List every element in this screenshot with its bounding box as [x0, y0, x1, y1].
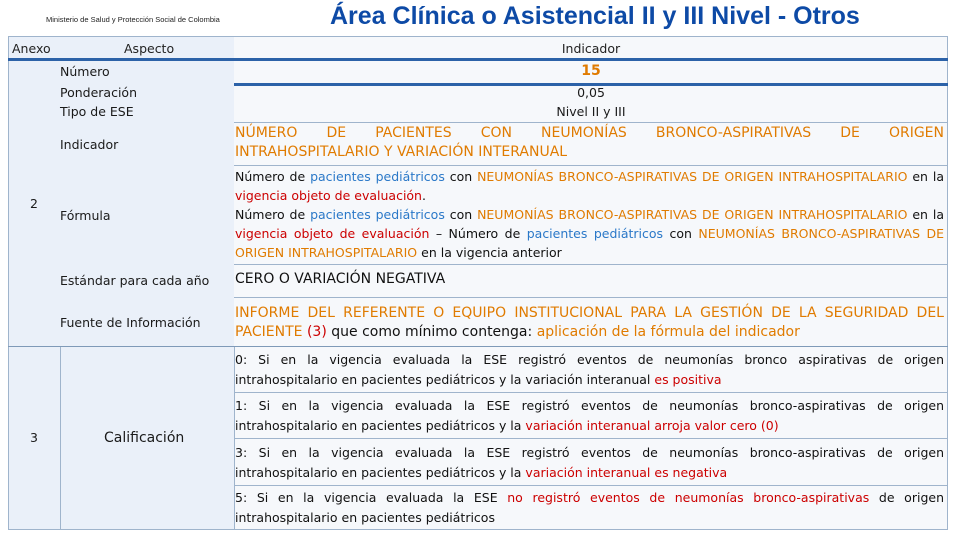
estandar-value: CERO O VARIACIÓN NEGATIVA [235, 271, 446, 287]
formula-numerator: Número de pacientes pediátricos con NEUMONÍAS BRONCO-ASPIRATIVAS DE ORIGEN INTRAHOSPITALARIO en la vigencia objeto de evaluación. [235, 169, 945, 203]
column-header-anexo: Anexo [12, 41, 51, 56]
column-header-aspecto: Aspecto [124, 41, 175, 56]
formula-text [235, 167, 944, 262]
label-calificacion: Calificación [104, 430, 185, 446]
column-header-indicador: Indicador [561, 41, 621, 56]
score-1: 1: Si en la vigencia evaluada la ESE registró eventos de neumonías bronco-aspirativas de origen intrahospitalario en pacientes pediátricos y la variación interanual arroja valor cero (0) [235, 398, 944, 433]
indicator-name [235, 124, 944, 162]
column-divider [60, 347, 61, 530]
row-divider [234, 264, 948, 265]
score-5: 5: Si en la vigencia evaluada la ESE no registró eventos de neumonías bronco-aspirativas de origen intrahospitalario en pacientes pediátricos [235, 490, 944, 525]
label-indicador: Indicador [60, 137, 119, 152]
indicator-number: 15 [581, 63, 601, 79]
row-divider [234, 297, 948, 298]
label-numero: Número [60, 64, 110, 79]
ponderacion-value: 0,05 [577, 85, 605, 100]
ministry-name: Ministerio de Salud y Protección Social de Colombia [46, 15, 220, 24]
tipo-ese-value: Nivel II y III [556, 104, 626, 119]
score-3: 3: Si en la vigencia evaluada la ESE registró eventos de neumonías bronco-aspirativas de origen intrahospitalario en pacientes pediátricos y la variación interanual es negativa [235, 445, 944, 480]
label-formula: Fórmula [60, 208, 111, 223]
label-fuente: Fuente de Información [60, 315, 201, 330]
score-0: 0: Si en la vigencia evaluada la ESE registró eventos de neumonías bronco aspirativas de origen intrahospitalario en pacientes pediátricos y la variación interanual es positiva [235, 352, 944, 387]
row-divider [234, 485, 948, 486]
formula-denominator: Número de pacientes pediátricos con NEUMONÍAS BRONCO-ASPIRATIVAS DE ORIGEN INTRAHOSPITALARIO en la vigencia objeto de evaluación – Número de pacientes pediátricos con NEUMONÍAS BRONCO-ASPIRATIVAS DE ORIGEN INTRAHOSPITALARIO en la vigencia anterior [235, 207, 945, 260]
page-title: Área Clínica o Asistencial II y III Nivel - Otros [330, 2, 860, 30]
indicator-name-line-2: INTRAHOSPITALARIO Y VARIACIÓN INTERANUAL [235, 144, 568, 160]
header-rule-right [234, 58, 948, 61]
row-divider [234, 392, 948, 393]
label-estandar: Estándar para cada año [60, 273, 210, 288]
label-tipo-ese: Tipo de ESE [60, 104, 134, 119]
header-rule-left [8, 58, 234, 61]
anexo-2: 2 [30, 196, 38, 211]
section-divider [8, 346, 948, 347]
row-divider [234, 438, 948, 439]
row-divider [234, 122, 948, 123]
indicator-name-line-1: NÚMERO DE PACIENTES CON NEUMONÍAS BRONCO-ASPIRATIVAS DE ORIGEN [235, 125, 944, 141]
row-divider [234, 165, 948, 166]
anexo-3: 3 [30, 430, 38, 445]
fuente-value: INFORME DEL REFERENTE O EQUIPO INSTITUCIONAL PARA LA GESTIÓN DE LA SEGURIDAD DEL PACIENTE (3) que como mínimo contenga: aplicación de la fórmula del indicador [235, 305, 944, 340]
label-ponderacion: Ponderación [60, 85, 138, 100]
